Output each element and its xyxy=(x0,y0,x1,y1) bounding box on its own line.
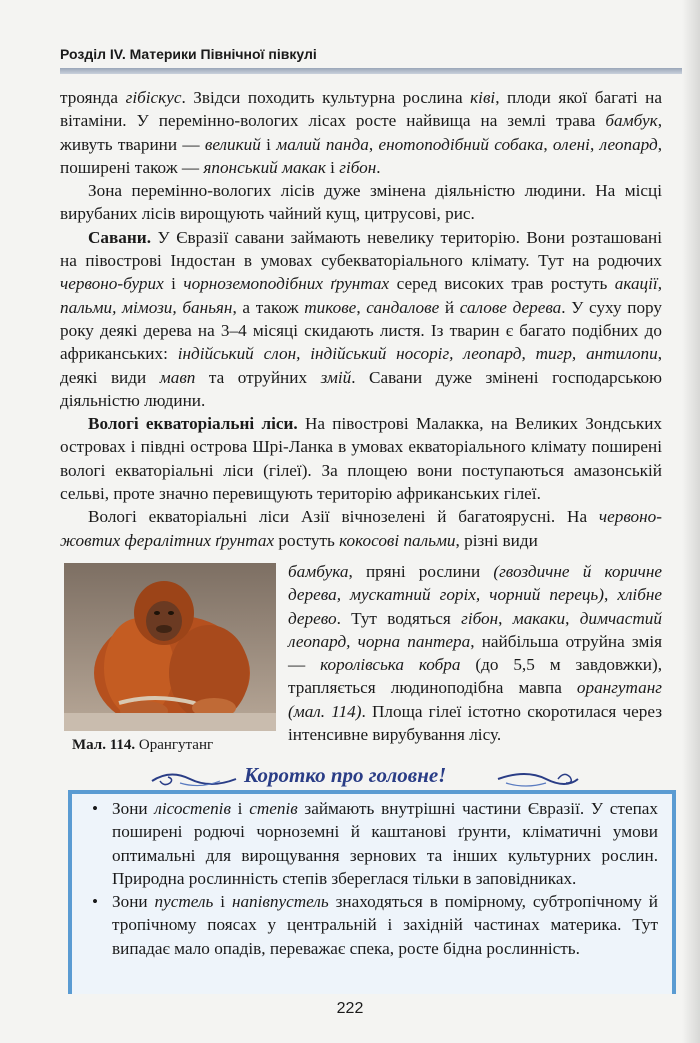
paragraph-5: Вологі екваторіальні ліси Азії вічнозелені й багатоярусні. На червоно-жовтих фералітних ґрунтах ростуть кокосові пальми, різні види xyxy=(60,507,662,550)
bullet-icon: • xyxy=(92,799,99,818)
wrapped-text xyxy=(288,560,662,746)
running-header: Розділ IV. Материки Північної півкулі xyxy=(60,46,317,62)
summary-item: • Зони пустель і напівпустель знаходяться в помірному, субтропічному й тропічному поясах у центральній і західній частинах материка. Тут випадає мало опадів, переважає спека, росте бідна рослинність. xyxy=(92,892,658,958)
summary-item: • Зони лісостепів і степів займають внутрішні частини Євразії. У степах поширені родючі чорноземні й каштанові ґрунти, кліматичні умови оптимальні для вирощування зернових та інших культурних рослин. Природна рослинність степів збереглася тільки в заповідниках. xyxy=(92,799,658,888)
paragraph-equatorial: Вологі екваторіальні ліси. На півострові Малакка, на Великих Зондських островах і півдні острова Шрі-Ланка в умовах екваторіального клімату поширені вологі екваторіальні ліси (гілеї). За площею вони поступаються амазонській сельві, проте значно перевищують територію африканських гілеї. xyxy=(60,414,662,504)
page-edge-shadow xyxy=(682,0,700,1043)
paragraph-savanna: Савани. У Євразії савани займають невелику територію. Вони розташовані на півострові Індостан в умовах субекваторіального клімату. Тут на родючих червоно-бурих і чорноземоподібних ґрунтах серед високих трав ростуть акації, пальми, мімози, баньян, а також тикове, сандалове й салове дерева. У суху пору року деякі дерева на 3–4 місяці скидають листя. Із тварин є багато подібних до африканських: індійський слон, індійський носоріг, леопард, тигр, антилопи, деякі види мавп та отруйних змій. Савани дуже змінені господарською діяльністю людини. xyxy=(60,227,663,410)
summary-list xyxy=(86,797,658,960)
summary-title: Коротко про головне! xyxy=(244,763,447,787)
paragraph-6: бамбука, пряні рослини (гвоздичне й коричне дерева, мускатний горіх, чорний перець), хлібне дерево. Тут водяться гібон, макаки, димчастий леопард, чорна пантера, найбільша отруйна змія — королівська кобра (до 5,5 м завдовжки), трапляється людиноподібна мавпа орангутанг (мал. 114). Площа гілеї істотно скоротилася через інтенсивне вирубування лісу. xyxy=(288,562,663,745)
section-title-equatorial: Вологі екваторіальні ліси. xyxy=(88,414,298,434)
bullet-icon: • xyxy=(92,892,99,912)
figure-label: Мал. 114. xyxy=(72,737,136,753)
paragraph-2: Зона перемінно-вологих лісів дуже змінена діяльністю людини. На місці вирубаних лісів вирощують чайний кущ, цитрусові, рис. xyxy=(60,181,662,224)
figure-caption: Мал. 114. Орангутанг xyxy=(72,737,214,753)
swirl-ornament-right-icon xyxy=(496,767,580,791)
section-title-savanna: Савани. xyxy=(88,227,151,247)
orangutan-photo xyxy=(64,563,276,731)
summary-heading xyxy=(150,763,580,793)
header-rule xyxy=(60,68,682,74)
page-number: 222 xyxy=(336,1000,364,1017)
main-text xyxy=(60,86,662,552)
orangutan-image-icon xyxy=(64,563,276,731)
paragraph-1: троянда гібіскус. Звідси походить культурна рослина ківі, плоди якої багаті на вітаміни. У перемінно-вологих лісах росте найвища на землі трава бамбук, живуть тварини — великий і малий панда, енотоподібний собака, олені, леопард, поширені також — японський макак і гібон. xyxy=(60,88,663,177)
swirl-ornament-left-icon xyxy=(150,767,238,791)
